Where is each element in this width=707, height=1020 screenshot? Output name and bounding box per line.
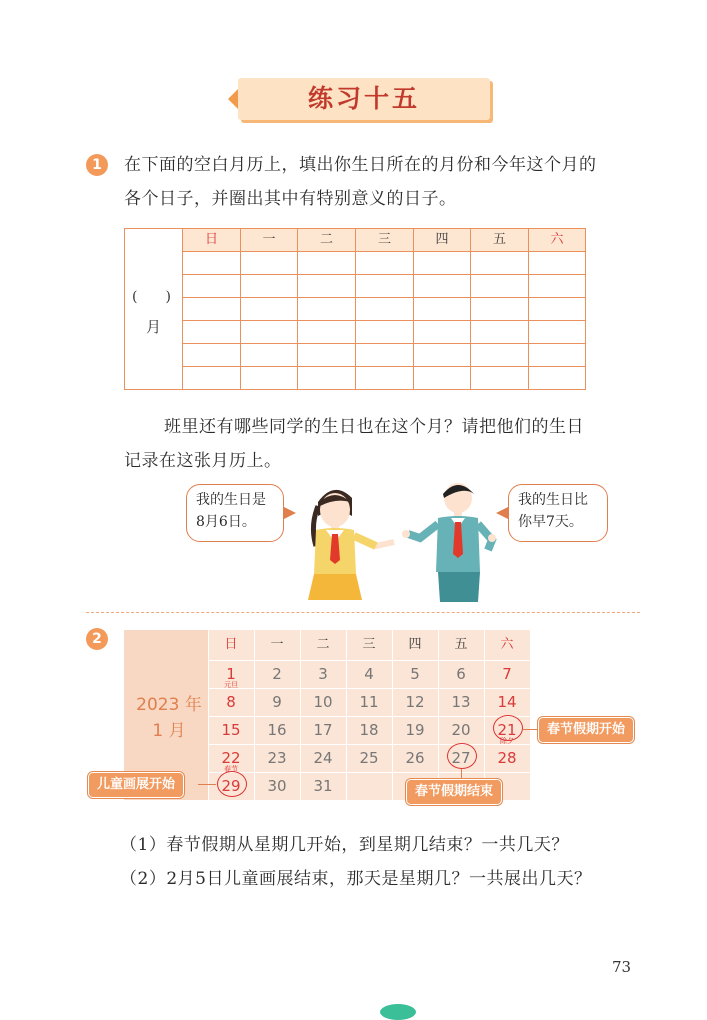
calendar-day-27: 27: [451, 749, 471, 767]
girl-bubble-line2: 8月6日。: [196, 514, 256, 530]
blank-calendar: [124, 228, 586, 390]
boy-bubble-line2: 你早7天。: [518, 514, 583, 530]
calendar-year-label: 2023 年: [136, 695, 202, 715]
calendar-day-2: 2: [272, 665, 282, 683]
girl-bubble-line1: 我的生日是: [196, 492, 266, 508]
calendar-day-21: 21: [497, 721, 517, 739]
boy-figure: [402, 483, 496, 602]
calendar-weekday-header: 四: [408, 637, 422, 652]
blank-cal-weekday-sun: 日: [204, 232, 218, 247]
calendar-day-7: 7: [502, 665, 512, 683]
exercise-number-1: 1: [86, 154, 108, 176]
calendar-day-12: 12: [405, 693, 425, 711]
calendar-day-30: 30: [267, 777, 287, 795]
blank-cal-weekday-mon: 一: [262, 232, 276, 247]
calendar-day-note: 除夕: [500, 737, 514, 745]
calendar-weekday-header: 一: [270, 637, 284, 652]
tag-connector-art-start: [198, 784, 216, 785]
calendar-weekday-header: 日: [224, 637, 238, 652]
calendar-weekday-header: 六: [500, 637, 514, 652]
blank-cal-weekday-fri: 五: [492, 232, 506, 247]
blank-cal-weekday-tue: 二: [319, 232, 333, 247]
calendar-day-16: 16: [267, 721, 287, 739]
calendar-day-4: 4: [364, 665, 374, 683]
boy-speech-bubble: [508, 484, 608, 542]
girl-bubble-tail: [284, 507, 296, 519]
tag-spring-holiday-end: 春节假期结束: [406, 779, 502, 805]
blank-cal-weekday-thu: 四: [435, 232, 449, 247]
calendar-day-18: 18: [359, 721, 379, 739]
section-divider: [86, 612, 640, 613]
calendar-weekday-header: 三: [362, 637, 376, 652]
boy-bubble-line1: 我的生日比: [518, 492, 588, 508]
blank-cal-weekday-wed: 三: [377, 232, 391, 247]
calendar-day-9: 9: [272, 693, 282, 711]
circle-day-29: [217, 771, 247, 797]
followup-line2: 记录在这张月历上。: [124, 451, 282, 471]
calendar-day-29: 29: [221, 777, 241, 795]
calendar-day-note: 元旦: [224, 681, 238, 689]
question-1: （1）春节假期从星期几开始，到星期几结束？一共几天？: [120, 835, 569, 855]
calendar-weekday-header: 五: [454, 637, 468, 652]
blank-cal-weekday-sat: 六: [550, 232, 564, 247]
calendar-day-20: 20: [451, 721, 471, 739]
calendar-month-label: 1 月: [152, 721, 186, 741]
calendar-day-note: 春节: [224, 765, 238, 773]
tag-art-exhibition-start: 儿童画展开始: [88, 772, 184, 798]
calendar-day-11: 11: [359, 693, 379, 711]
calendar-day-22: 22: [221, 749, 241, 767]
circle-day-21: [493, 715, 523, 741]
calendar-day-26: 26: [405, 749, 425, 767]
tag-connector-spring-start: [523, 729, 537, 730]
calendar-weekday-header: 二: [316, 637, 330, 652]
calendar-day-1: 1: [226, 665, 236, 683]
calendar-day-10: 10: [313, 693, 333, 711]
calendar-day-24: 24: [313, 749, 333, 767]
calendar-day-17: 17: [313, 721, 333, 739]
calendar-day-15: 15: [221, 721, 241, 739]
calendar-2023-january: [124, 630, 530, 800]
exercise1-line2: 各个日子，并圈出其中有特别意义的日子。: [124, 189, 457, 209]
girl-speech-bubble: [186, 484, 284, 542]
exercise1-line1: 在下面的空白月历上，填出你生日所在的月份和今年这个月的: [124, 155, 597, 175]
question-2: （2）2月5日儿童画展结束，那天是星期几？一共展出几天？: [120, 869, 592, 889]
girl-figure: [308, 490, 394, 600]
blank-month-input[interactable]: ( ): [132, 289, 171, 305]
calendar-day-14: 14: [497, 693, 517, 711]
calendar-day-31: 31: [313, 777, 333, 795]
followup-line1: 班里还有哪些同学的生日也在这个月？请把他们的生日: [164, 417, 584, 437]
calendar-day-13: 13: [451, 693, 471, 711]
calendar-day-19: 19: [405, 721, 425, 739]
footer-decoration: [380, 1004, 416, 1020]
calendar-day-28: 28: [497, 749, 517, 767]
page-number: 73: [612, 958, 632, 976]
calendar-day-25: 25: [359, 749, 379, 767]
calendar-day-3: 3: [318, 665, 328, 683]
circle-day-27: [447, 743, 477, 769]
children-illustration: [296, 476, 506, 604]
tag-connector-spring-end: [461, 769, 462, 779]
tag-spring-holiday-start: 春节假期开始: [538, 717, 634, 743]
calendar-day-5: 5: [410, 665, 420, 683]
page-title: 练习十五: [307, 84, 420, 113]
calendar-day-23: 23: [267, 749, 287, 767]
blank-month-label: 月: [146, 318, 162, 336]
exercise-number-2: 2: [86, 628, 108, 650]
calendar-day-6: 6: [456, 665, 466, 683]
calendar-day-8: 8: [226, 693, 236, 711]
